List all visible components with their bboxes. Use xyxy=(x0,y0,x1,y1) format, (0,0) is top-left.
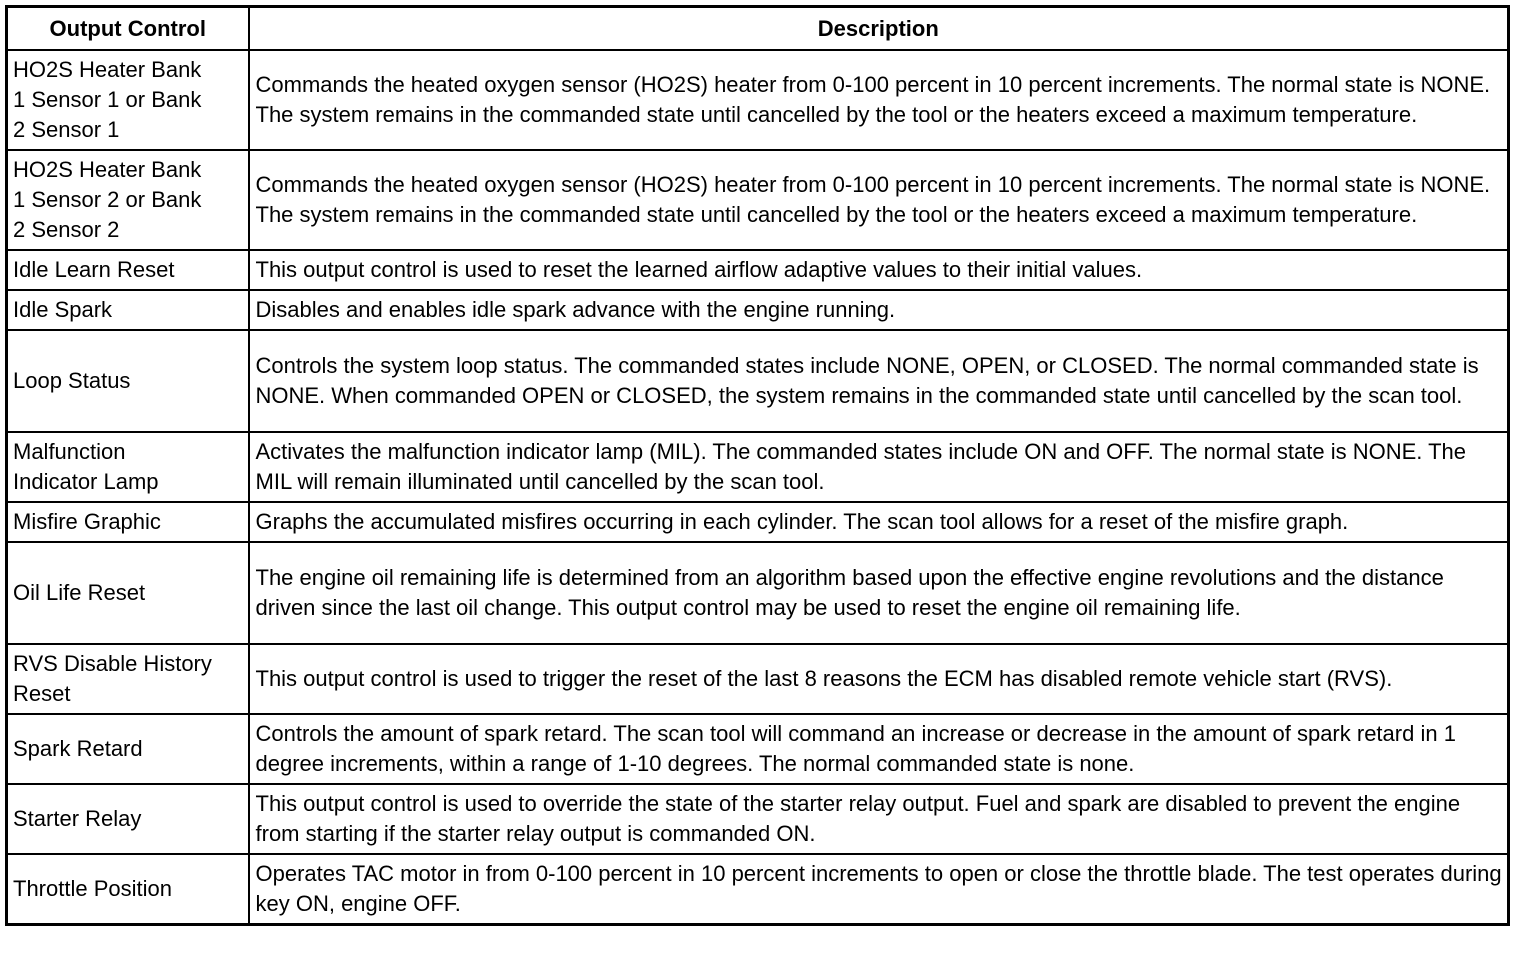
table-row xyxy=(7,250,1509,290)
row-description: Commands the heated oxygen sensor (HO2S) heater from 0-100 percent in 10 percent increments. The normal state is NONE. The system remains in the commanded state until cancelled by the tool or the heaters exceed a maximum temperature. xyxy=(249,50,1509,150)
row-output-control: Idle Spark xyxy=(7,290,249,330)
header-description: Description xyxy=(249,7,1509,51)
row-description: Controls the amount of spark retard. The scan tool will command an increase or decrease in the amount of spark retard in 1 degree increments, within a range of 1-10 degrees. The normal commanded state is none. xyxy=(249,714,1509,784)
row-output-control: HO2S Heater Bank 1 Sensor 1 or Bank 2 Sensor 1 xyxy=(7,50,249,150)
table-row xyxy=(7,784,1509,854)
table-row xyxy=(7,290,1509,330)
row-output-control: Loop Status xyxy=(7,330,249,432)
table-row xyxy=(7,330,1509,432)
row-description: This output control is used to trigger the reset of the last 8 reasons the ECM has disabled remote vehicle start (RVS). xyxy=(249,644,1509,714)
row-description: Commands the heated oxygen sensor (HO2S) heater from 0-100 percent in 10 percent increments. The normal state is NONE. The system remains in the commanded state until cancelled by the tool or the heaters exceed a maximum temperature. xyxy=(249,150,1509,250)
row-description: Activates the malfunction indicator lamp (MIL). The commanded states include ON and OFF. The normal state is NONE. The MIL will remain illuminated until cancelled by the scan tool. xyxy=(249,432,1509,502)
output-control-table xyxy=(5,5,1510,926)
header-output-control: Output Control xyxy=(7,7,249,51)
row-description: Graphs the accumulated misfires occurring in each cylinder. The scan tool allows for a reset of the misfire graph. xyxy=(249,502,1509,542)
table-row xyxy=(7,432,1509,502)
row-description: Disables and enables idle spark advance with the engine running. xyxy=(249,290,1509,330)
row-description: The engine oil remaining life is determined from an algorithm based upon the effective engine revolutions and the distance driven since the last oil change. This output control may be used to reset the engine oil remaining life. xyxy=(249,542,1509,644)
row-output-control: Idle Learn Reset xyxy=(7,250,249,290)
row-description: Controls the system loop status. The commanded states include NONE, OPEN, or CLOSED. The normal commanded state is NONE. When commanded OPEN or CLOSED, the system remains in the commanded state until cancelled by the scan tool. xyxy=(249,330,1509,432)
table-row xyxy=(7,542,1509,644)
row-output-control: HO2S Heater Bank 1 Sensor 2 or Bank 2 Sensor 2 xyxy=(7,150,249,250)
row-output-control: Starter Relay xyxy=(7,784,249,854)
row-output-control: Throttle Position xyxy=(7,854,249,925)
row-output-control: RVS Disable History Reset xyxy=(7,644,249,714)
row-output-control: Misfire Graphic xyxy=(7,502,249,542)
table-row xyxy=(7,502,1509,542)
row-description: Operates TAC motor in from 0-100 percent in 10 percent increments to open or close the throttle blade. The test operates during key ON, engine OFF. xyxy=(249,854,1509,925)
row-output-control: Malfunction Indicator Lamp xyxy=(7,432,249,502)
table-row xyxy=(7,854,1509,925)
table-row xyxy=(7,714,1509,784)
header-row xyxy=(7,7,1509,51)
table-row xyxy=(7,644,1509,714)
row-description: This output control is used to override the state of the starter relay output. Fuel and spark are disabled to prevent the engine from starting if the starter relay output is commanded ON. xyxy=(249,784,1509,854)
row-output-control: Spark Retard xyxy=(7,714,249,784)
table-row xyxy=(7,50,1509,150)
table-row xyxy=(7,150,1509,250)
row-output-control: Oil Life Reset xyxy=(7,542,249,644)
row-description: This output control is used to reset the learned airflow adaptive values to their initial values. xyxy=(249,250,1509,290)
